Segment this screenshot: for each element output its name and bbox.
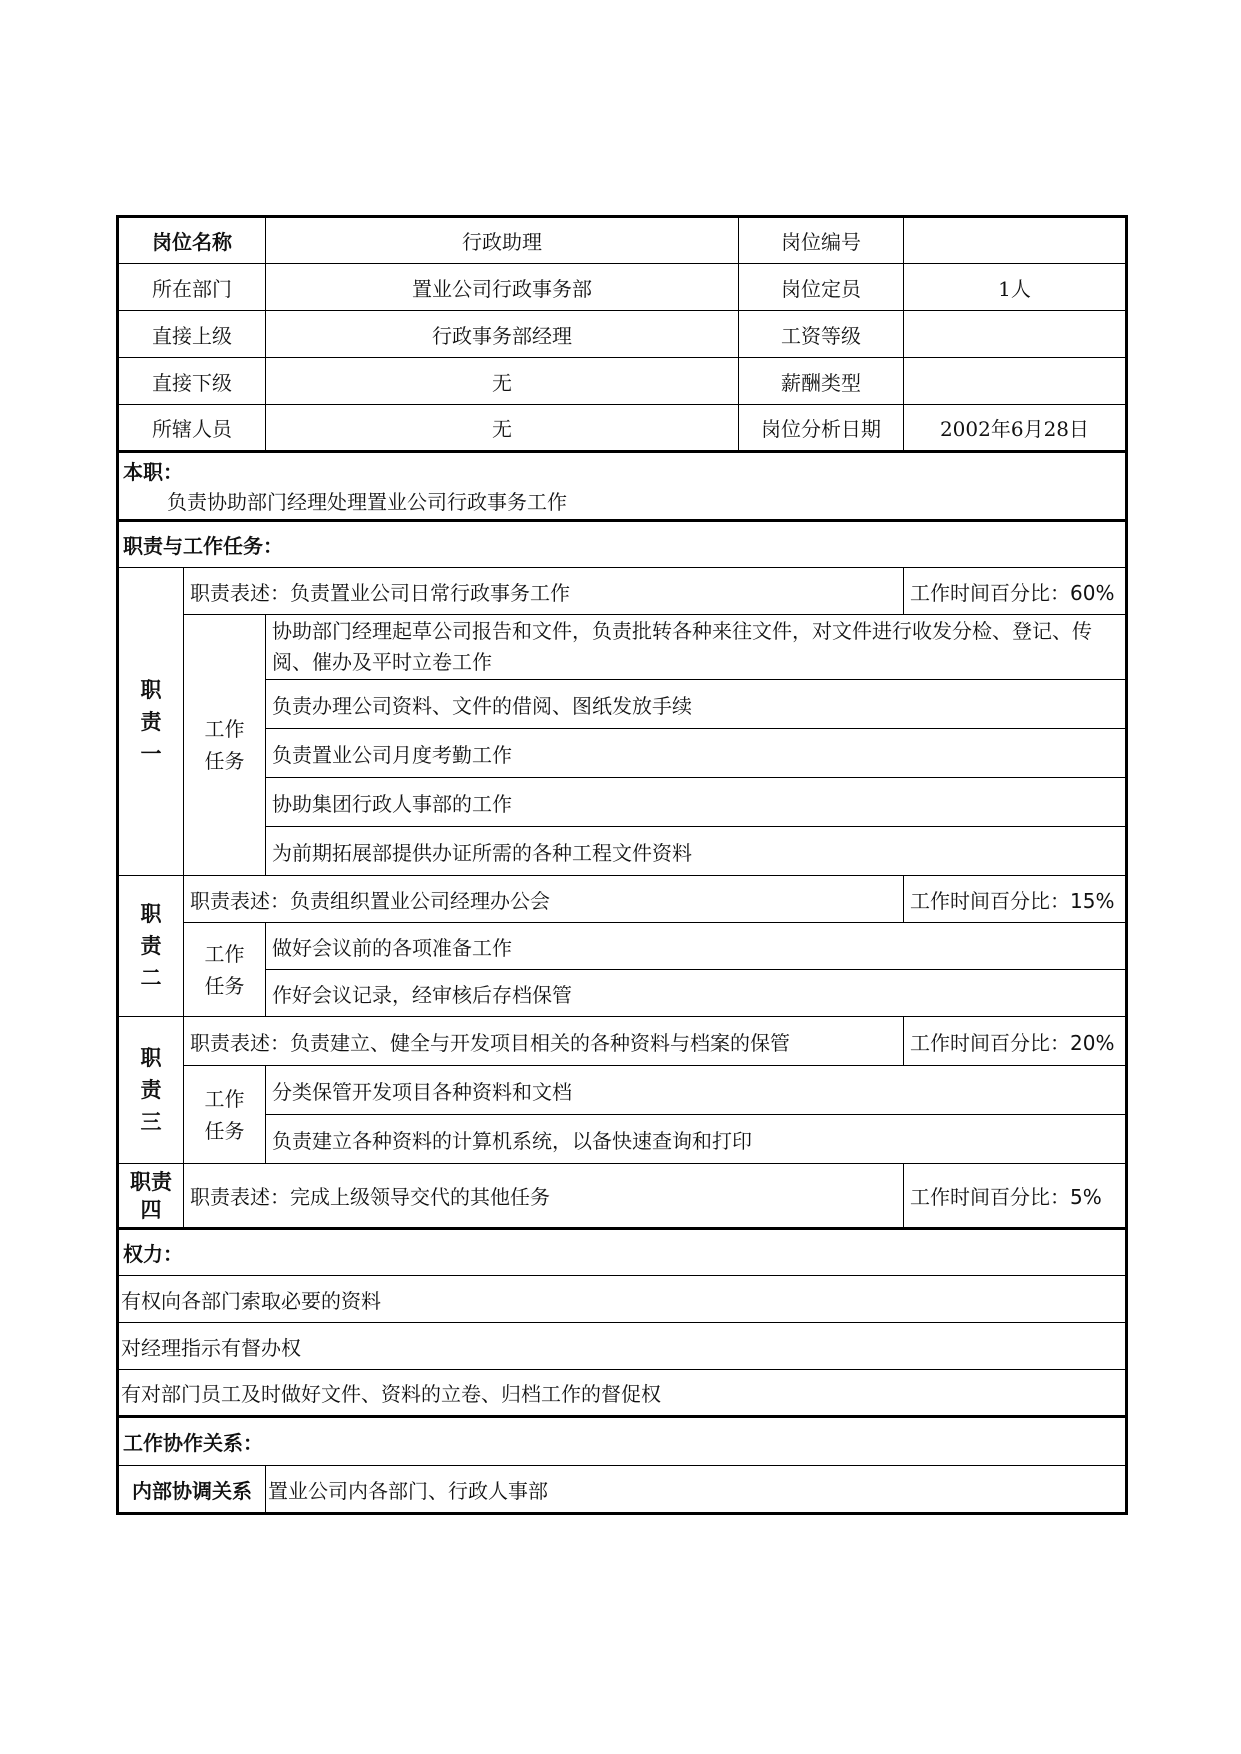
duty-1-desc-row [118,568,1127,615]
duty-1-task-row-5 [118,827,1127,876]
duty-1-task-5: 为前期拓展部提供办证所需的各种工程文件资料 [266,827,1127,876]
internal-coordination-row [118,1466,1127,1514]
department-label: 所在部门 [118,264,266,311]
direct-superior-value: 行政事务部经理 [266,311,739,358]
headcount-value: 1人 [904,264,1127,311]
duty-2-desc: 职责表述：负责组织置业公司经理办公会 [184,876,904,923]
duty-3-desc: 职责表述：负责建立、健全与开发项目相关的各种资料与档案的保管 [184,1017,904,1066]
duty-1-desc: 职责表述：负责置业公司日常行政事务工作 [184,568,904,615]
duty-2-task-2: 作好会议记录，经审核后存档保管 [266,970,1127,1017]
duty-4-label: 职责四 [118,1164,184,1229]
authority-title: 权力： [118,1229,1127,1276]
duty-1-task-4: 协助集团行政人事部的工作 [266,778,1127,827]
position-name-value: 行政助理 [266,217,739,264]
duties-section-row [118,521,1127,568]
header-row-4 [118,358,1127,405]
duty-1-percent: 工作时间百分比：60% [904,568,1127,615]
duty-3-task-row-2 [118,1115,1127,1164]
duty-3-desc-row [118,1017,1127,1066]
department-value: 置业公司行政事务部 [266,264,739,311]
direct-subordinate-label: 直接下级 [118,358,266,405]
salary-grade-label: 工资等级 [739,311,904,358]
duty-2-task-row-2 [118,970,1127,1017]
duty-2-task-1: 做好会议前的各项准备工作 [266,923,1127,970]
analysis-date-value: 2002年6月28日 [904,405,1127,452]
analysis-date-label: 岗位分析日期 [739,405,904,452]
authority-row-3 [118,1370,1127,1417]
job-description-form [116,215,1125,1515]
main-duty-row [118,452,1127,521]
duty-1-task-row-1 [118,615,1127,680]
salary-grade-value [904,311,1127,358]
duty-1-task-label: 工作任务 [184,615,266,876]
position-name-label: 岗位名称 [118,217,266,264]
internal-coordination-label: 内部协调关系 [118,1466,266,1514]
duty-1-task-row-2 [118,680,1127,729]
duty-3-label: 职责三 [118,1017,184,1164]
direct-superior-label: 直接上级 [118,311,266,358]
direct-subordinate-value: 无 [266,358,739,405]
duty-3-task-label: 工作任务 [184,1066,266,1164]
pay-type-label: 薪酬类型 [739,358,904,405]
duty-2-task-row-1 [118,923,1127,970]
duty-1-task-row-3 [118,729,1127,778]
duty-3-percent: 工作时间百分比：20% [904,1017,1127,1066]
authority-section-row [118,1229,1127,1276]
authority-item-1: 有权向各部门索取必要的资料 [118,1276,1127,1323]
duty-4-percent: 工作时间百分比：5% [904,1164,1127,1229]
duty-1-task-2: 负责办理公司资料、文件的借阅、图纸发放手续 [266,680,1127,729]
job-description-table [116,215,1128,1515]
duty-2-percent: 工作时间百分比：15% [904,876,1127,923]
duty-4-desc-row [118,1164,1127,1229]
duty-1-label: 职责一 [118,568,184,876]
duty-3-task-1: 分类保管开发项目各种资料和文档 [266,1066,1127,1115]
staff-under-label: 所辖人员 [118,405,266,452]
authority-item-3: 有对部门员工及时做好文件、资料的立卷、归档工作的督促权 [118,1370,1127,1417]
duty-1-task-row-4 [118,778,1127,827]
position-number-value [904,217,1127,264]
duty-2-desc-row [118,876,1127,923]
main-duty-text: 负责协助部门经理处理置业公司行政事务工作 [167,490,567,514]
headcount-label: 岗位定员 [739,264,904,311]
pay-type-value [904,358,1127,405]
authority-item-2: 对经理指示有督办权 [118,1323,1127,1370]
duties-section-title: 职责与工作任务： [118,521,1127,568]
cooperation-title: 工作协作关系： [118,1417,1127,1466]
position-number-label: 岗位编号 [739,217,904,264]
authority-row-2 [118,1323,1127,1370]
authority-row-1 [118,1276,1127,1323]
internal-coordination-value: 置业公司内各部门、行政人事部 [266,1466,1127,1514]
duty-1-task-1: 协助部门经理起草公司报告和文件，负责批转各种来往文件，对文件进行收发分检、登记、传阅、催办及平时立卷工作 [266,615,1127,680]
header-row-2 [118,264,1127,311]
header-row-1 [118,217,1127,264]
main-duty-title: 本职： [123,460,183,484]
duty-2-task-label: 工作任务 [184,923,266,1017]
duty-2-label: 职责二 [118,876,184,1017]
cooperation-section-row [118,1417,1127,1466]
duty-3-task-row-1 [118,1066,1127,1115]
duty-3-task-2: 负责建立各种资料的计算机系统，以备快速查询和打印 [266,1115,1127,1164]
header-row-5 [118,405,1127,452]
staff-under-value: 无 [266,405,739,452]
duty-4-desc: 职责表述：完成上级领导交代的其他任务 [184,1164,904,1229]
header-row-3 [118,311,1127,358]
duty-1-task-3: 负责置业公司月度考勤工作 [266,729,1127,778]
